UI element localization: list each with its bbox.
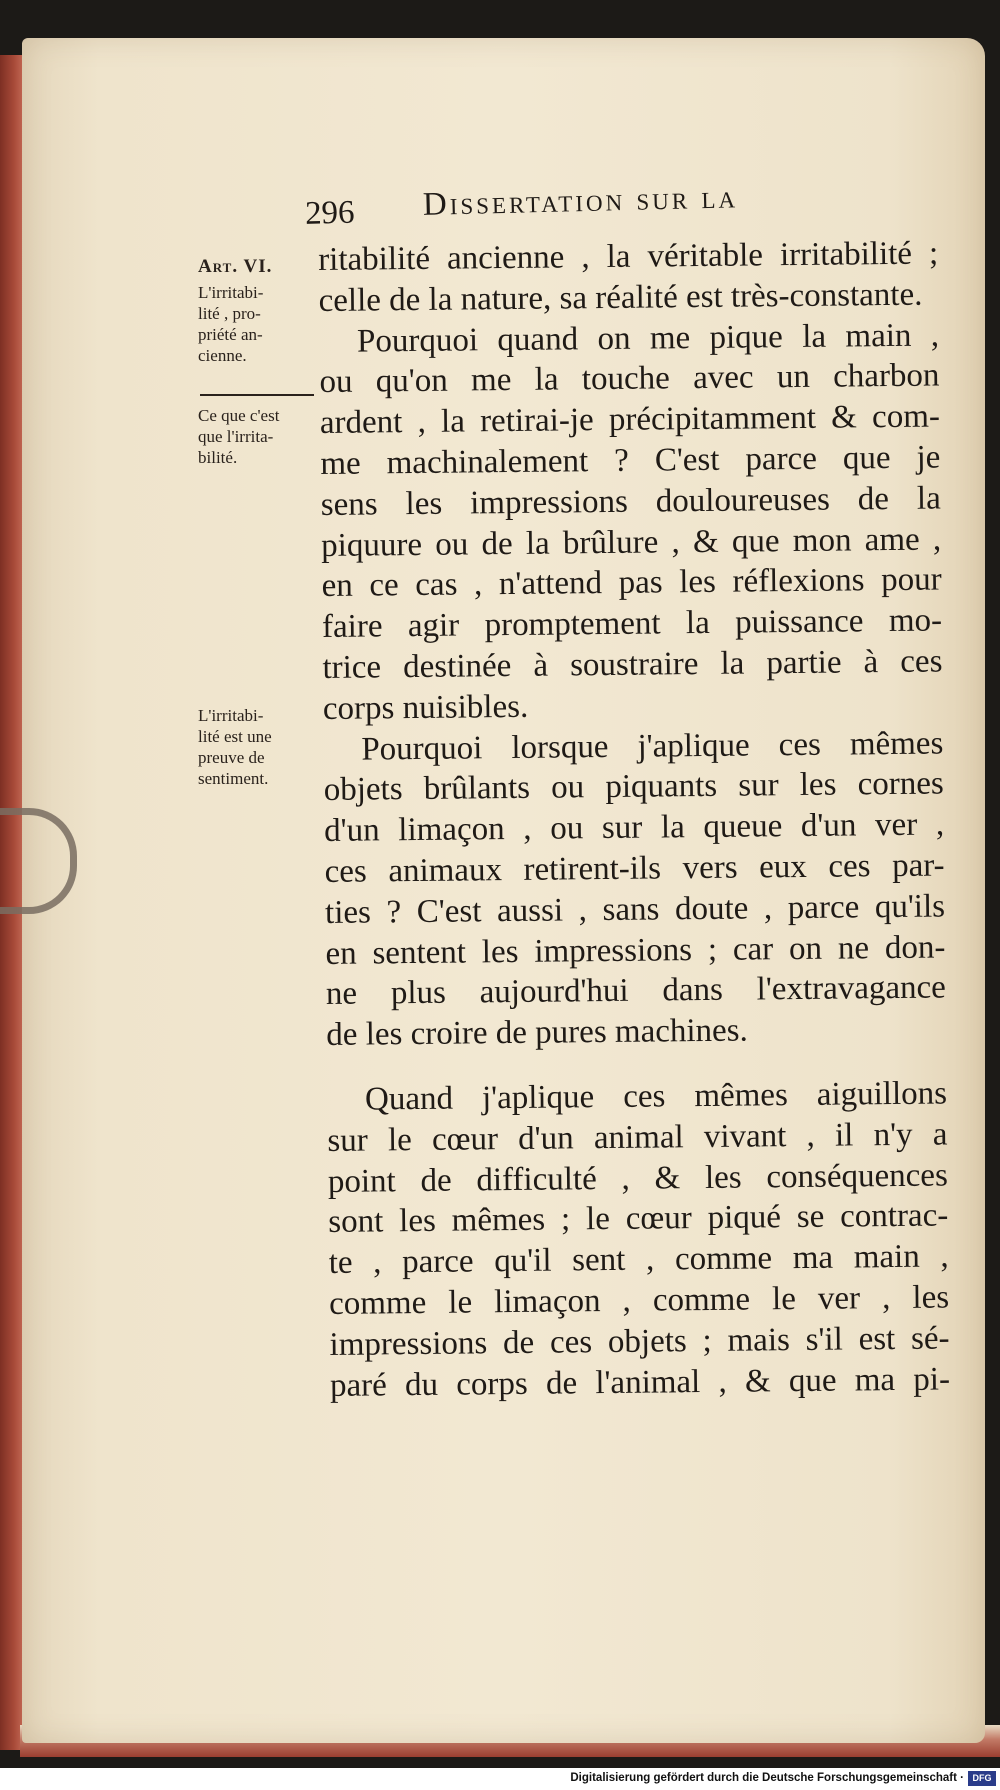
margin-note-line: priété an- bbox=[198, 325, 263, 344]
text-line: faire agir promptement la puissance mo- bbox=[321, 602, 943, 646]
digitization-footer bbox=[0, 1768, 1000, 1790]
text-line: corps nuisibles. bbox=[322, 688, 529, 727]
text-line: sont les mêmes ; le cœur piqué se contrac- bbox=[328, 1197, 949, 1241]
margin-note-line: L'irritabi- bbox=[198, 283, 264, 302]
running-head: Dissertation sur la bbox=[422, 179, 739, 223]
text-line: ardent , la retirai-je précipitamment & com- bbox=[319, 398, 941, 442]
text-line: ne plus aujourd'hui dans l'extravagance bbox=[325, 969, 947, 1013]
text-line: paré du corps de l'animal , & que ma pi- bbox=[329, 1360, 951, 1404]
margin-note-line: L'irritabi- bbox=[198, 706, 264, 725]
article-label: Art. VI. bbox=[198, 256, 273, 277]
margin-note-line: sentiment. bbox=[198, 769, 269, 788]
text-line: objets brûlants ou piquants sur les cornes bbox=[323, 765, 944, 809]
margin-note-line: cienne. bbox=[198, 346, 247, 365]
text-line: d'un limaçon , ou sur la queue d'un ver , bbox=[324, 806, 945, 850]
text-line: en sentent les impressions ; car on ne don- bbox=[325, 929, 946, 972]
text-line: sens les impressions douloureuses de la bbox=[320, 480, 941, 523]
text-line: ritabilité ancienne , la véritable irritabilité ; bbox=[318, 235, 939, 278]
margin-note-line: preuve de bbox=[198, 748, 265, 767]
text-line: ces animaux retirent-ils vers eux ces par- bbox=[324, 847, 945, 890]
body-text bbox=[318, 234, 950, 1407]
margin-note-line: Ce que c'est bbox=[198, 406, 280, 425]
margin-note-line: bilité. bbox=[198, 448, 238, 467]
text-line: en ce cas , n'attend pas les réflexions pour bbox=[321, 561, 942, 605]
margin-note-2 bbox=[198, 405, 320, 468]
text-line: ou qu'on me la touche avec un charbon bbox=[319, 357, 940, 401]
page-number: 296 bbox=[304, 194, 355, 232]
text-line: trice destinée à soustraire la partie à ces bbox=[322, 643, 943, 686]
text-line: celle de la nature, sa réalité est très-constante. bbox=[318, 276, 923, 319]
dfg-logo-icon: DFG bbox=[968, 1771, 996, 1786]
text-line: Quand j'aplique ces mêmes aiguillons bbox=[364, 1075, 948, 1118]
text-line: sur le cœur d'un animal vivant , il n'y a bbox=[327, 1116, 948, 1159]
footer-credit: Digitalisierung gefördert durch die Deutsche Forschungsgemeinschaft · bbox=[570, 1772, 964, 1784]
text-line: Pourquoi lorsque j'aplique ces mêmes bbox=[361, 725, 944, 768]
text-line: de les croire de pures machines. bbox=[326, 1012, 748, 1054]
text-line: piquure ou de la brûlure , & que mon ame , bbox=[321, 521, 942, 564]
text-line: te , parce qu'il sent , comme ma main , bbox=[328, 1238, 949, 1282]
text-line: impressions de ces objets ; mais s'il est sé- bbox=[329, 1320, 950, 1363]
text-line: me machinalement ? C'est parce que je bbox=[320, 439, 941, 482]
text-line: point de difficulté , & les conséquences bbox=[327, 1156, 949, 1200]
margin-note-line: lité , pro- bbox=[198, 304, 261, 323]
margin-note-3 bbox=[198, 705, 320, 789]
text-line: Pourquoi quand on me pique la main , bbox=[356, 317, 940, 360]
margin-note-line: que l'irrita- bbox=[198, 427, 274, 446]
text-line: comme le limaçon , comme le ver , les bbox=[328, 1279, 950, 1322]
margin-note-1 bbox=[198, 282, 320, 366]
text-line: ties ? C'est aussi , sans doute , parce qu'ils bbox=[324, 888, 946, 931]
margin-note-line: lité est une bbox=[198, 727, 272, 746]
margin-rule bbox=[200, 394, 314, 396]
